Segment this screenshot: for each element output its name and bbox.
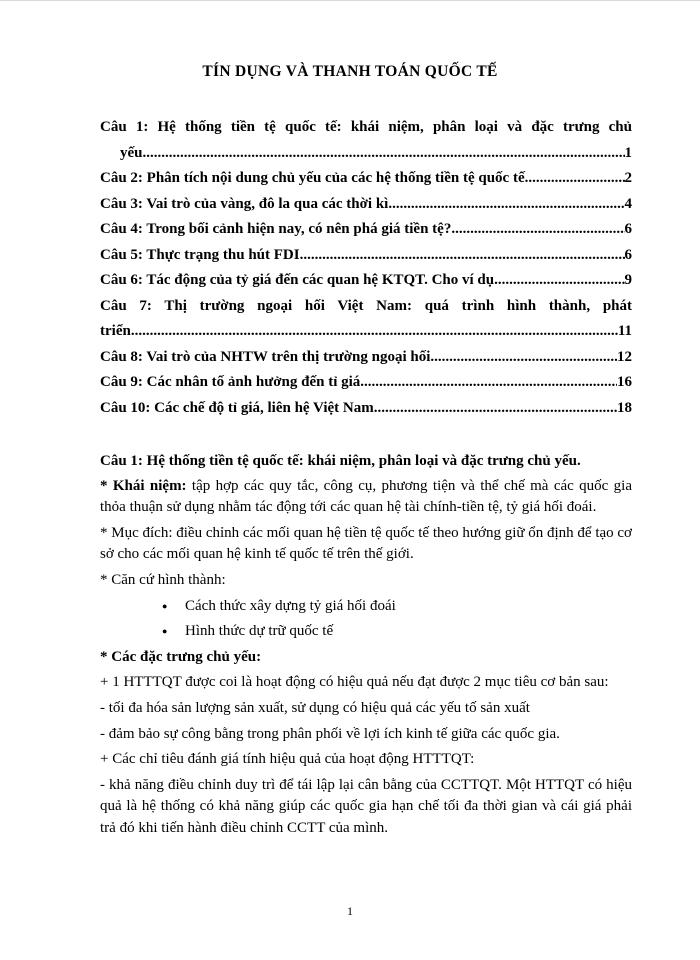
concept-text: tập hợp các quy tắc, công cụ, phương tiện và thể chế mà các quốc gia thỏa thuận sử dụng nhằm tác động tới các quan hệ tài chính-tiền tệ, tỷ giá hối đoái. <box>100 477 632 516</box>
criteria-1: - khả năng điều chỉnh duy trì để tái lập lại cân bằng của CCTTQT. Một HTTQT có hiệu quả là hệ thống có khả năng giúp các quốc gia hạn chế tối đa thời gian và cái giá phải trả đó khi tiến hành điều chỉnh CCTT của mình. <box>100 776 632 836</box>
section-heading: Câu 1: Hệ thống tiền tệ quốc tế: khái niệm, phân loại và đặc trưng chủ yếu. <box>100 453 581 469</box>
toc-entry-text: Câu 5: Thực trạng thu hút FDI <box>100 246 300 263</box>
toc-entry-4[interactable] <box>100 217 632 243</box>
concept-label: * Khái niệm: <box>100 477 187 494</box>
page-number: 1 <box>347 904 353 918</box>
basis-list-item: ● Cách thức xây dựng tỷ giá hối đoái <box>100 596 632 618</box>
toc-page-number: 16 <box>617 374 632 390</box>
table-of-contents <box>100 115 632 421</box>
toc-page-number: 6 <box>624 246 632 263</box>
toc-page-number: 18 <box>617 399 632 416</box>
toc-entry-8[interactable] <box>100 345 632 371</box>
toc-entry-text: Câu 2: Phân tích nội dung chủ yếu của các hệ thống tiền tệ quốc tế <box>100 170 525 186</box>
toc-leader-dots <box>374 396 617 422</box>
page-top-edge <box>0 0 700 1</box>
toc-page-number: 9 <box>624 272 632 288</box>
toc-entry-2[interactable] <box>100 166 632 192</box>
basis-label: * Căn cứ hình thành: <box>100 571 226 588</box>
basis-list-item: ● Hình thức dự trữ quốc tế <box>100 621 632 643</box>
toc-entry-6[interactable] <box>100 268 632 294</box>
toc-entry-5[interactable] <box>100 243 632 269</box>
toc-page-number: 12 <box>617 348 632 365</box>
toc-leader-dots <box>430 345 617 371</box>
toc-page-number: 1 <box>624 144 632 161</box>
toc-entry-text: Câu 9: Các nhân tố ảnh hưởng đến tỉ giá <box>100 374 361 390</box>
toc-entry-7-line-1[interactable]: Câu 7: Thị trường ngoại hối Việt Nam: quá trình hình thành, phát <box>100 297 632 314</box>
toc-entry-9[interactable] <box>100 370 632 396</box>
toc-leader-dots <box>300 243 625 269</box>
toc-entry-text: Câu 6: Tác động của tỷ giá đến các quan hệ KTQT. Cho ví dụ <box>100 272 495 288</box>
document-title: TÍN DỤNG VÀ THANH TOÁN QUỐC TẾ <box>202 63 498 80</box>
toc-entry-1[interactable] <box>100 141 632 167</box>
toc-leader-dots <box>146 141 624 167</box>
toc-page-number: 4 <box>624 195 632 212</box>
goal-1: - tối đa hóa sản lượng sản xuất, sử dụng có hiệu quả các yếu tố sản xuất <box>100 699 530 716</box>
toc-entry-text: Câu 10: Các chế độ tỉ giá, liên hệ Việt Nam <box>100 399 374 416</box>
toc-page-number: 11 <box>617 323 632 339</box>
toc-leader-dots <box>388 192 624 218</box>
basis-list <box>100 596 632 643</box>
criteria-intro: + Các chỉ tiêu đánh giá tính hiệu quả của hoạt động HTTTQT: <box>100 751 475 768</box>
toc-leader-dots <box>525 166 625 192</box>
toc-entry-text: Câu 3: Vai trò của vàng, đô la qua các thời kì <box>100 195 389 212</box>
toc-page-number: 2 <box>624 170 632 186</box>
features-label: * Các đặc trưng chủ yếu: <box>100 648 262 665</box>
toc-entry-3[interactable] <box>100 192 632 218</box>
document-body <box>100 451 632 844</box>
features-intro: + 1 HTTTQT được coi là hoạt động có hiệu quả nếu đạt được 2 mục tiêu cơ bản sau: <box>100 674 609 691</box>
toc-leader-dots <box>494 268 624 294</box>
purpose-paragraph: * Mục đích: điều chỉnh các mối quan hệ tiền tệ quốc tế theo hướng giữ ổn định để tạo cơ sở cho các mối quan hệ kinh tế quốc tế trên thế giới. <box>100 524 632 563</box>
toc-leader-dots <box>131 319 618 345</box>
toc-page-number: 6 <box>624 221 632 237</box>
goal-2: - đảm bảo sự công bằng trong phân phối về lợi ích kinh tế giữa các quốc gia. <box>100 725 560 742</box>
toc-entry-10[interactable] <box>100 396 632 422</box>
toc-entry-text: Câu 8: Vai trò của NHTW trên thị trường ngoại hối <box>100 348 431 365</box>
concept-paragraph <box>100 476 632 519</box>
toc-entry-text: Câu 4: Trong bối cảnh hiện nay, có nên phá giá tiền tệ? <box>100 221 452 237</box>
toc-entry-7[interactable] <box>100 319 632 345</box>
toc-entry-continuation: triển <box>100 323 131 339</box>
toc-leader-dots <box>451 217 624 243</box>
toc-entry-continuation: yếu. <box>120 144 147 161</box>
toc-entry-1-line-1[interactable]: Câu 1: Hệ thống tiền tệ quốc tế: khái niệm, phân loại và đặc trưng chủ <box>100 119 632 135</box>
toc-leader-dots <box>360 370 617 396</box>
